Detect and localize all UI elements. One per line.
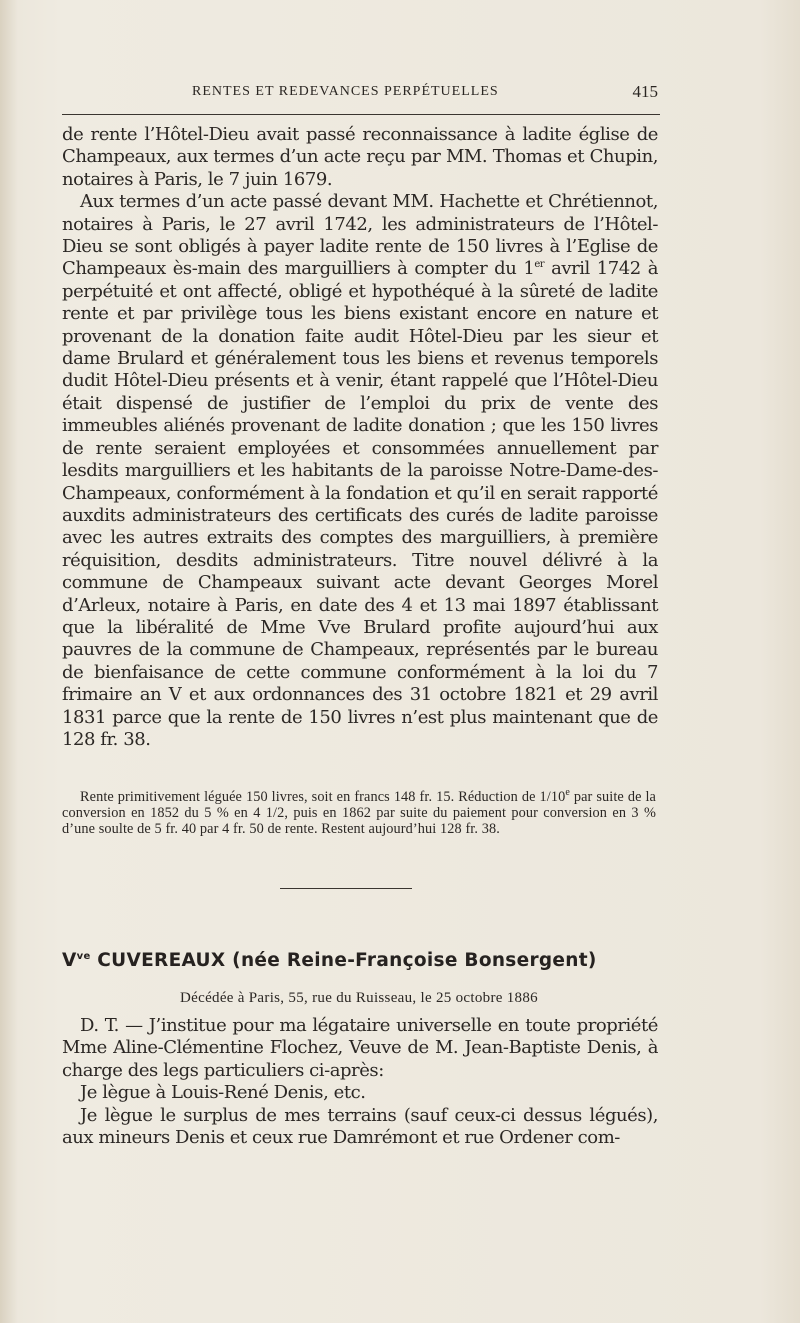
- section-text: [62, 1015, 658, 1149]
- page-number: 415: [632, 82, 658, 101]
- paragraph-testament: D. T. — J’institue pour ma légataire universelle en toute propriété Mme Aline-Clémentine Flochez, Veuve de M. Jean-Baptiste Denis, à charge des legs particuliers ci-après:: [62, 1015, 658, 1081]
- paragraph-legacy-1: Je lègue à Louis-René Denis, etc.: [80, 1082, 366, 1104]
- heading-prefix: V: [62, 950, 77, 971]
- heading-name: CUVEREAUX (née Reine-Françoise Bonsergent): [90, 950, 597, 971]
- paragraph-deed-part1: Aux termes d’un acte passé devant MM. Hachette et Chrétiennot, notaires à Paris, le 27 avril 1742, les administrateurs de l’Hôtel-Dieu se sont obligés à payer ladite rente de 150 livres à l’Eglise de Champeaux ès-main des marguilliers à compter du 1: [62, 191, 658, 280]
- running-head: [62, 84, 658, 106]
- section-subheading: Décédée à Paris, 55, rue du Ruisseau, le 25 octobre 1886: [180, 990, 538, 1006]
- ordinal-superscript: er: [534, 259, 545, 271]
- section-heading: [62, 950, 662, 971]
- footnote-part2: par suite de la conversion en 1852 du 5 % en 4 1/2, puis en 1862 par suite du paiement pour conversion en 3 % d’une soulte de 5 fr. 40 par 4 fr. 50 de rente. Restent aujourd’hui 128 fr. 38.: [62, 789, 656, 837]
- paragraph-deed: [62, 191, 658, 751]
- footnote: [62, 789, 656, 837]
- section-separator-rule: [280, 888, 412, 889]
- footnote-superscript: e: [565, 787, 570, 799]
- header-rule: [62, 114, 660, 115]
- running-head-title: RENTES ET REDEVANCES PERPÉTUELLES: [192, 84, 499, 99]
- paragraph-deed-part2: avril 1742 à perpétuité et ont affecté, obligé et hypothéqué à la sûreté de ladite rente et par privilège tous les biens existant encore en nature et provenant de la donation faite audit Hôtel-Dieu par les sieur et dame Brulard et généralement tous les biens et revenus temporels dudit Hôtel-Dieu présents et à venir, étant rappelé que l’Hôtel-Dieu était dispensé de justifier de l’emploi du prix de vente des immeubles aliénés provenant de ladite donation ; que les 150 livres de rente seraient employées et consommées annuellement par lesdits marguilliers et les habitants de la paroisse Notre-Dame-des-Champeaux, conformément à la fondation et qu’il en serait rapporté auxdits administrateurs des certificats des curés de ladite paroisse avec les autres extraits des comptes des marguilliers, à première réquisition, desdits administrateurs. Titre nouvel délivré à la commune de Champeaux suivant acte devant Georges Morel d’Arleux, notaire à Paris, en date des 4 et 13 mai 1897 établissant que la libéralité de Mme Vve Brulard profite aujourd’hui aux pauvres de la commune de Champeaux, représentés par le bureau de bienfaisance de cette commune conformément à la loi du 7 frimaire an V et aux ordonnances des 31 octobre 1821 et 29 avril 1831 parce que la rente de 150 livres n’est plus maintenant que de 128 fr. 38.: [62, 258, 658, 750]
- heading-superscript: ve: [76, 950, 91, 962]
- main-text: [62, 124, 658, 751]
- paragraph-legacy-2: Je lègue le surplus de mes terrains (sauf ceux-ci dessus légués), aux mineurs Denis et ceux rue Damrémont et rue Ordener com-: [62, 1104, 658, 1149]
- footnote-part1: Rente primitivement léguée 150 livres, soit en francs 148 fr. 15. Réduction de 1/10: [80, 789, 566, 805]
- paragraph-continuation: de rente l’Hôtel-Dieu avait passé reconnaissance à ladite église de Champeaux, aux termes d’un acte reçu par MM. Thomas et Chupin, notaires à Paris, le 7 juin 1679.: [62, 124, 658, 190]
